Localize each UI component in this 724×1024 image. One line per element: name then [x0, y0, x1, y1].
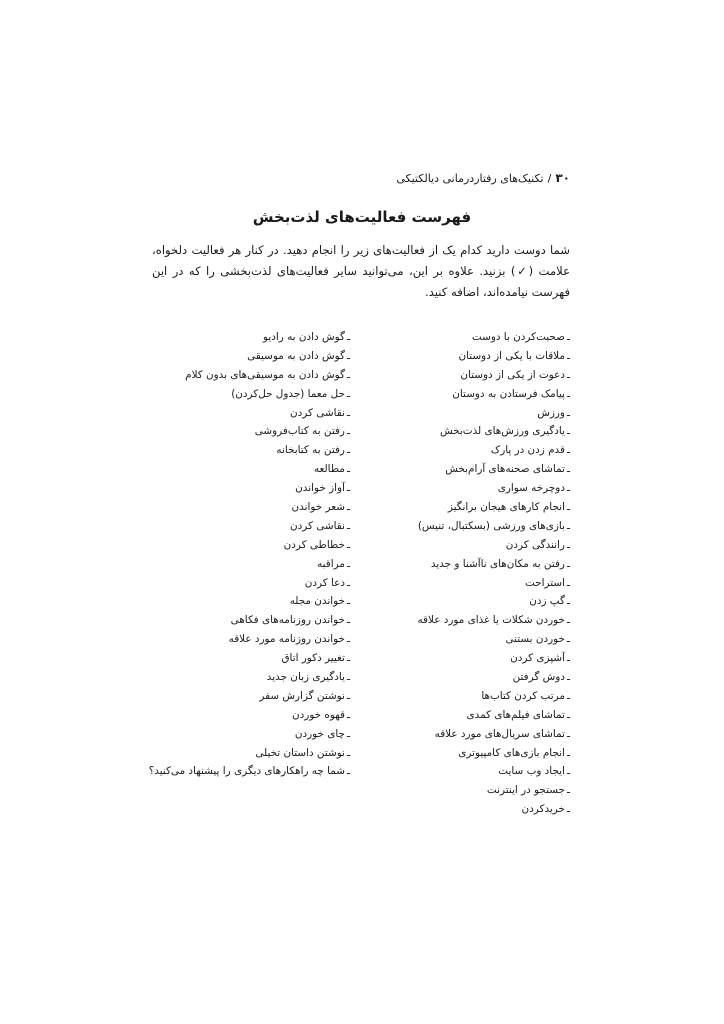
activity-item — [417, 366, 570, 385]
activity-item — [417, 649, 570, 668]
activity-item — [149, 328, 350, 347]
list-dash: ـ — [346, 765, 350, 778]
list-dash: ـ — [566, 633, 570, 646]
activity-item — [149, 498, 350, 517]
activity-item — [149, 347, 350, 366]
activity-label: بازی‌های ورزشی (بسکتبال، تنیس) — [417, 519, 565, 532]
activity-item — [417, 536, 570, 555]
activity-item — [417, 668, 570, 687]
list-dash: ـ — [346, 349, 350, 362]
list-dash: ـ — [566, 671, 570, 684]
activity-item — [417, 630, 570, 649]
activity-label: نوشتن گزارش سفر — [259, 689, 345, 702]
list-dash: ـ — [346, 482, 350, 495]
list-dash: ـ — [566, 425, 570, 438]
activity-label: مطالعه — [313, 463, 345, 476]
list-dash: ـ — [566, 538, 570, 551]
activity-list-right — [417, 328, 570, 819]
activity-label: رفتن به کتاب‌فروشی — [254, 425, 345, 438]
activity-label: چای خوردن — [294, 727, 345, 740]
activity-label: دعا کردن — [304, 576, 345, 589]
list-dash: ـ — [566, 349, 570, 362]
activity-label: خوردن شکلات یا غذای مورد علاقه — [417, 614, 565, 627]
activity-label: گوش دادن به موسیقی — [247, 349, 345, 362]
activity-item — [417, 744, 570, 763]
activity-label: رفتن به مکان‌های ناآشنا و جدید — [430, 557, 565, 570]
activity-label: دوچرخه سواری — [497, 482, 565, 495]
activity-label: آشپزی کردن — [510, 652, 565, 665]
list-dash: ـ — [566, 519, 570, 532]
activity-item — [417, 592, 570, 611]
activity-item — [417, 479, 570, 498]
list-dash: ـ — [566, 482, 570, 495]
activity-item — [149, 479, 350, 498]
list-dash: ـ — [566, 501, 570, 514]
activity-item — [417, 498, 570, 517]
activity-label: رفتن به کتابخانه — [276, 444, 345, 457]
list-dash: ـ — [346, 671, 350, 684]
activity-label: خواندن روزنامه‌های فکاهی — [230, 614, 345, 627]
activity-label: نقاشی کردن — [290, 519, 345, 532]
activity-item — [149, 687, 350, 706]
activity-item — [417, 762, 570, 781]
activity-label: مرتب کردن کتاب‌ها — [481, 689, 565, 702]
list-dash: ـ — [346, 444, 350, 457]
list-dash: ـ — [566, 727, 570, 740]
activity-label: حل معما (جدول حل‌کردن) — [231, 387, 345, 400]
list-dash: ـ — [566, 406, 570, 419]
activity-item — [417, 555, 570, 574]
activity-label: خواندن روزنامه مورد علاقه — [228, 633, 345, 646]
activity-item — [149, 404, 350, 423]
activity-item — [417, 706, 570, 725]
activity-item — [149, 611, 350, 630]
activity-label: ملاقات با یکی از دوستان — [458, 349, 565, 362]
activity-label: تماشای فیلم‌های کمدی — [466, 708, 565, 721]
activity-label: استراحت — [524, 576, 565, 589]
activity-item — [149, 366, 350, 385]
activity-item — [149, 725, 350, 744]
list-dash: ـ — [566, 614, 570, 627]
activity-item — [149, 574, 350, 593]
activity-list-left — [149, 328, 350, 781]
list-dash: ـ — [346, 463, 350, 476]
activity-item — [149, 649, 350, 668]
list-dash: ـ — [566, 387, 570, 400]
list-dash: ـ — [566, 331, 570, 343]
header-separator: / — [547, 172, 552, 185]
activity-item — [149, 668, 350, 687]
activity-item — [149, 555, 350, 574]
list-dash: ـ — [346, 331, 350, 343]
list-dash: ـ — [566, 463, 570, 476]
activity-item — [417, 725, 570, 744]
activity-label: تماشای صحنه‌های آرام‌بخش — [445, 463, 565, 476]
activity-label: نقاشی کردن — [290, 406, 345, 419]
list-dash: ـ — [346, 519, 350, 532]
list-dash: ـ — [346, 368, 350, 381]
list-dash: ـ — [566, 689, 570, 702]
activity-label: شعر خواندن — [291, 501, 345, 514]
activity-label: پیامک فرستادن به دوستان — [452, 387, 565, 400]
list-dash: ـ — [566, 444, 570, 457]
activity-label: یادگیری ورزش‌های لذت‌بخش — [439, 425, 565, 438]
activity-label: تغییر دکور اتاق — [281, 652, 345, 665]
activity-item — [149, 385, 350, 404]
activity-item — [149, 592, 350, 611]
activity-label: رانندگی کردن — [505, 538, 565, 551]
section-title: فهرست فعالیت‌های لذت‌بخش — [252, 208, 472, 226]
activity-label: انجام بازی‌های کامپیوتری — [458, 746, 565, 759]
list-dash: ـ — [346, 557, 350, 570]
activity-item — [149, 517, 350, 536]
list-dash: ـ — [566, 708, 570, 721]
list-dash: ـ — [566, 595, 570, 608]
list-dash: ـ — [346, 538, 350, 551]
list-dash: ـ — [566, 746, 570, 759]
list-dash: ـ — [346, 689, 350, 702]
list-dash: ـ — [346, 425, 350, 438]
activity-label: جستجو در اینترنت — [486, 784, 565, 797]
activity-label: قهوه خوردن — [292, 708, 345, 721]
activity-label: دوش گرفتن — [512, 671, 565, 684]
activity-label: گپ زدن — [529, 595, 565, 608]
list-dash: ـ — [346, 727, 350, 740]
intro-paragraph — [152, 240, 570, 303]
running-header — [396, 171, 570, 185]
activity-item — [417, 404, 570, 423]
list-dash: ـ — [566, 652, 570, 665]
list-dash: ـ — [346, 387, 350, 400]
activity-label: ورزش — [537, 406, 565, 419]
activity-item — [417, 781, 570, 800]
activity-item — [417, 422, 570, 441]
activity-item — [417, 687, 570, 706]
activity-label: خطاطی کردن — [283, 538, 345, 551]
activity-item — [149, 762, 350, 781]
list-dash: ـ — [346, 576, 350, 589]
activity-label: خریدکردن — [521, 803, 565, 816]
list-dash: ـ — [346, 746, 350, 759]
activity-label: ایجاد وب سایت — [498, 765, 565, 778]
activity-label: قدم زدن در پارک — [490, 444, 565, 457]
book-title: تکنیک‌های رفتاردرمانی دیالکتیکی — [396, 172, 544, 185]
activity-item — [417, 441, 570, 460]
activity-label: مراقبه — [317, 557, 345, 570]
activity-item — [417, 347, 570, 366]
activity-label: گوش دادن به رادیو — [263, 331, 345, 343]
list-dash: ـ — [566, 803, 570, 816]
list-dash: ـ — [346, 595, 350, 608]
list-dash: ـ — [566, 765, 570, 778]
activity-item — [149, 441, 350, 460]
list-dash: ـ — [346, 652, 350, 665]
activity-label: انجام کارهای هیجان برانگیز — [447, 501, 565, 514]
list-dash: ـ — [566, 557, 570, 570]
activity-item — [149, 744, 350, 763]
activity-item — [149, 630, 350, 649]
activity-item — [417, 328, 570, 347]
list-dash: ـ — [346, 406, 350, 419]
activity-item — [417, 611, 570, 630]
page-number: ۳۰ — [555, 171, 570, 185]
activity-label: آواز خواندن — [295, 482, 345, 495]
list-dash: ـ — [346, 501, 350, 514]
list-dash: ـ — [566, 368, 570, 381]
activity-label: نوشتن داستان تخیلی — [255, 746, 345, 759]
activity-item — [417, 517, 570, 536]
activity-item — [417, 385, 570, 404]
list-dash: ـ — [566, 576, 570, 589]
activity-item — [149, 422, 350, 441]
activity-label: خوردن بستنی — [505, 633, 565, 646]
activity-item — [149, 536, 350, 555]
activity-item — [149, 460, 350, 479]
activity-label: دعوت از یکی از دوستان — [460, 368, 565, 381]
list-dash: ـ — [346, 708, 350, 721]
activity-label: صحبت‌کردن با دوست — [471, 331, 565, 343]
list-dash: ـ — [346, 633, 350, 646]
activity-label: تماشای سریال‌های مورد علاقه — [434, 727, 565, 740]
activity-label: خواندن مجله — [289, 595, 345, 608]
list-dash: ـ — [346, 614, 350, 627]
activity-item — [417, 800, 570, 819]
activity-label: یادگیری زبان جدید — [266, 671, 345, 684]
list-dash: ـ — [566, 784, 570, 797]
activity-label: گوش دادن به موسیقی‌های بدون کلام — [185, 368, 345, 381]
intro-text: شما دوست دارید کدام یک از فعالیت‌های زیر را انجام دهید. در کنار هر فعالیت دلخواه، علامت (✓) بزنید. علاوه بر این، می‌توانید سایر فعالیت‌های لذت‌بخشی را که در این فهرست نیامده‌اند، اضافه کنید. — [152, 243, 570, 299]
activity-item — [417, 574, 570, 593]
activity-label: شما چه راهکارهای دیگری را پیشنهاد می‌کنید؟ — [148, 765, 345, 778]
activity-item — [149, 706, 350, 725]
activity-item — [417, 460, 570, 479]
